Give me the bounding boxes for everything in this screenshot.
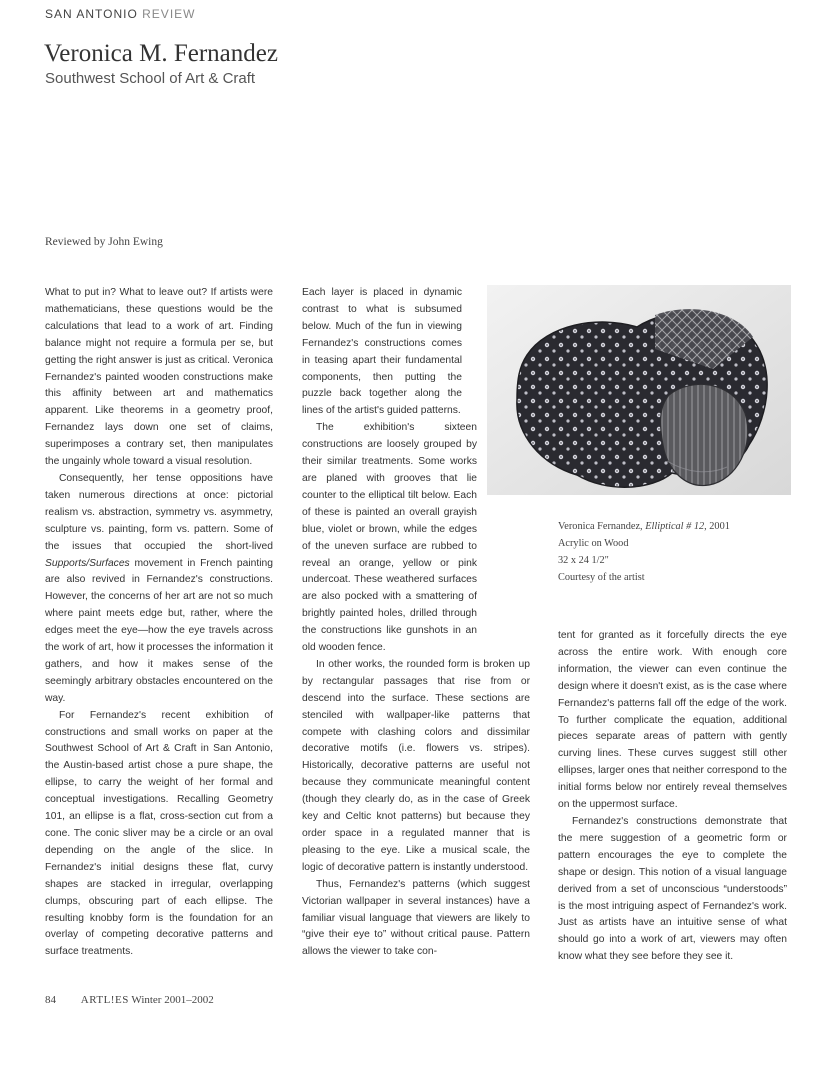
page-footer [45,994,214,1006]
section-suffix: REVIEW [142,7,196,21]
artwork-image [487,285,791,495]
review-title: Veronica M. Fernandez [44,40,278,67]
page-number: 84 [45,994,56,1006]
paragraph: For Fernandez's recent exhibition of constructions and small works on paper at the Southwest School of Art & Craft in San Antonio, the Austin-based artist chose a pure shape, the ellipse, to carry the weight of her formal and conceptual investigations. Recalling Geometry 101, an ellipse is a flat, cross-section cut from a cone. The conic sliver may be a circle or an oval depending on the angle of the slice. In Fernandez's initial designs these flat, curvy shapes are stacked in irregular, overlapping clumps, obscuring part of each ellipse. The resulting knobby form is the foundation for an overlay of competing decorative patterns and surface treatments. [45,709,273,958]
article-column-3 [558,628,787,966]
paragraph: The exhibition's sixteen constructions are loosely grouped by their similar treatments. Some works are planed with grooves that lie counter to the elliptical tilt below. Each of these is painted an overall grayish blue, violet or brown, while the edges of the uneven surface are rubbed to reveal an orange, yellow or pink undercoat. These weathered surfaces are also pocked with a smattering of brightly painted holes, drilled through the constructions like gunshots in an old wooden fence. [302,422,477,654]
caption-credit: Courtesy of the artist [558,572,645,583]
paragraph: tent for granted as it forcefully directs the eye across the entire work. With enough core information, the viewer can even continue the design where it doesn't exist, as is the case where Fernandez's patterns fall off the edge of the work. To further complicate the equation, additional pieces separate areas of pattern with gently curving lines. These curves suggest still other ellipses, larger ones that neither correspond to the initial forms below nor entirely reveal themselves on the uppermost surface. [558,630,787,811]
magazine-name: ARTL!ES [80,994,129,1006]
caption-medium: Acrylic on Wood [558,538,629,549]
section-header [45,7,195,21]
caption-line-1: Veronica Fernandez, Elliptical # 12, 2001 [558,521,730,532]
paragraph: Consequently, her tense oppositions have taken numerous directions at once: pictorial realism vs. abstraction, symmetry vs. asymmetry, sculpture vs. painting, form vs. pattern. Some of the issues that occupied the short-lived Supports/Surfaces movement in French painting are also revived in Fernandez's constructions. However, the concerns of her art are not so much where paint meets edge but, rather, where the edges meet the eye—how the eye travels across the work of art, how it processes the information it gathers, and how it makes sense of the seemingly arbitrary obstacles encountered on the way. [45,472,273,704]
reviewer-byline: Reviewed by John Ewing [45,236,163,248]
paragraph: Each layer is placed in dynamic contrast to what is subsumed below. Much of the fun in viewing Fernandez's constructions comes in teasing apart their fundamental components, then putting the puzzle back together along the lines of the artist's guided patterns. [302,287,462,417]
article-column-1 [45,285,273,961]
issue-date: Winter 2001–2002 [131,994,214,1006]
paragraph: Thus, Fernandez's patterns (which suggest Victorian wallpaper in several instances) have a familiar visual language that viewers are likely to “give their eye to” without critical pause. Pattern allows the viewer to take con- [302,878,530,958]
elliptical-artwork-illustration [487,285,791,495]
artwork-caption [558,518,730,586]
italic-title: Supports/Surfaces [45,557,130,569]
section-name: SAN ANTONIO [45,7,138,21]
artwork-title: Elliptical # 12, [645,521,707,532]
paragraph: In other works, the rounded form is broken up by rectangular passages that rise from or descend into the surface. These sections are stenciled with wallpaper-like patterns that compete with clashing colors and dissimilar decorative motifs (i.e. flowers vs. stripes). Historically, decorative patterns are useful not because they communicate meaningful content (though they clearly do, as in the case of Greek key and Celtic knot patterns) but because they order space in a regulated manner that is pleasing to the eye. Like a musical scale, the logic of decorative pattern is instantly understood. [302,658,530,873]
caption-dimensions: 32 x 24 1/2" [558,555,609,566]
review-venue: Southwest School of Art & Craft [45,70,256,87]
paragraph: Fernandez's constructions demonstrate that the mere suggestion of a geometric form or pattern encourages the eye to complete the shape or design. This notion of a visual language derived from a set of unconscious “understoods” is the most intriguing aspect of Fernandez's work. Just as artists have an intuitive sense of what should go into a work of art, viewers may often know what they see before they see it. [558,815,787,963]
paragraph: What to put in? What to leave out? If artists were mathematicians, these questions would be the calculations that lead to a work of art. Finding balance might not require a formula per se, but getting the right answer is just as critical. Veronica Fernandez's painted wooden constructions make this affinity between art and mathematics apparent. Like theorems in a geometry proof, Fernandez lays down one set of claims, superimposes a contrary set, then manipulates the ungainly whole toward a visual resolution. [45,287,273,468]
